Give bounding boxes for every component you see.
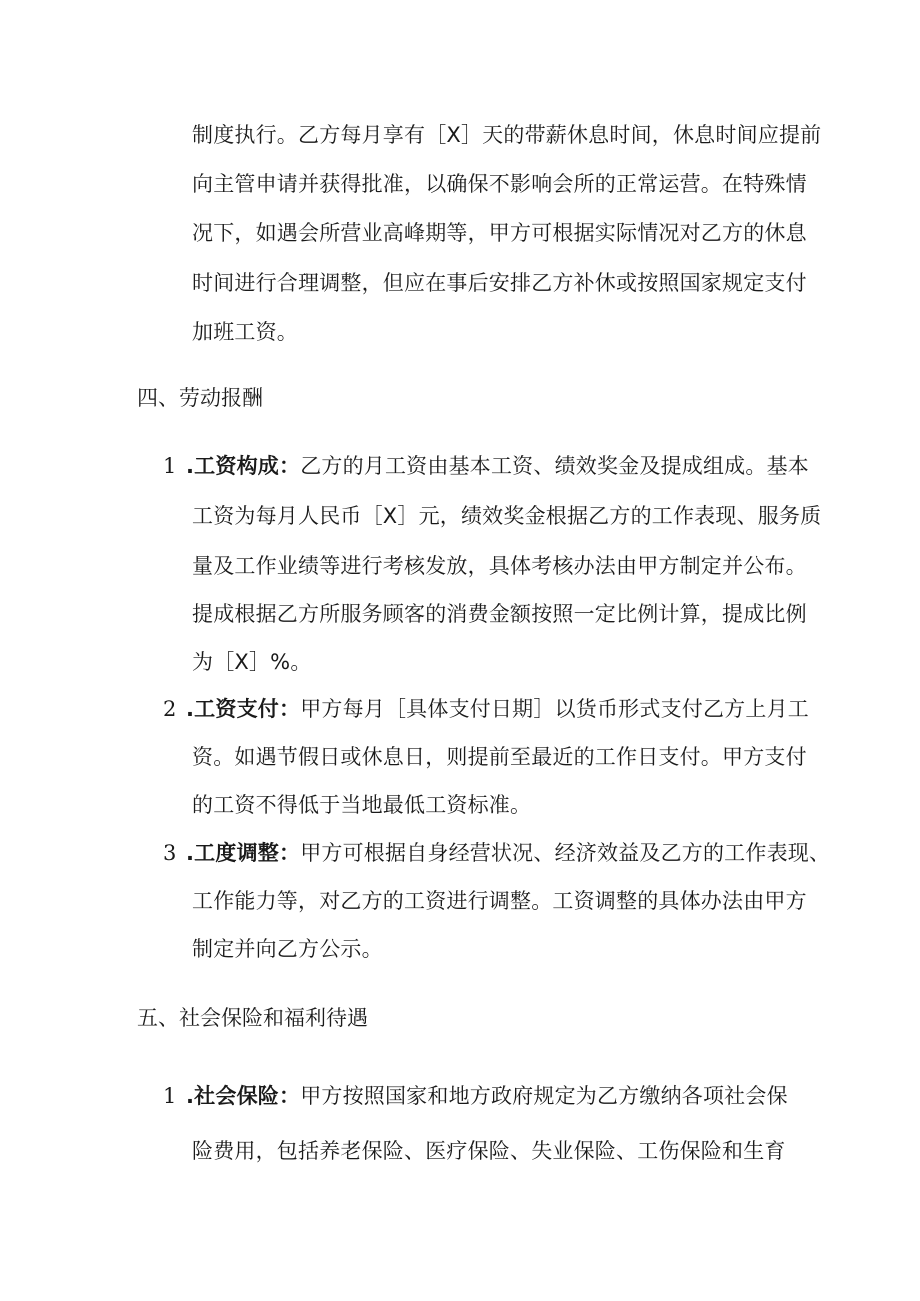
paragraph-line: 为［X］%。 bbox=[192, 650, 312, 674]
list-item-text: 甲方可根据自身经营状况、经济效益及乙方的工作表现、 bbox=[300, 841, 831, 865]
paragraph-line: 加班工资。 bbox=[192, 320, 298, 344]
paragraph-line: 工资为每月人民币［X］元，绩效奖金根据乙方的工作表现、服务质 bbox=[192, 504, 822, 528]
list-item-number: 2 bbox=[163, 697, 177, 721]
list-item-title: .工度调整： bbox=[186, 841, 301, 865]
paragraph-line: 时间进行合理调整，但应在事后安排乙方补休或按照国家规定支付 bbox=[192, 271, 807, 295]
list-item-title: .工资构成： bbox=[186, 454, 301, 478]
list-item-text: 甲方按照国家和地方政府规定为乙方缴纳各项社会保 bbox=[300, 1084, 788, 1108]
paragraph-line: 量及工作业绩等进行考核发放，具体考核办法由甲方制定并公布。 bbox=[192, 554, 807, 578]
list-item-first-line bbox=[186, 452, 809, 480]
paragraph-line: 的工资不得低于当地最低工资标准。 bbox=[192, 793, 532, 817]
list-item-text: 乙方的月工资由基本工资、绩效奖金及提成组成。基本 bbox=[300, 454, 809, 478]
list-item-number: 3 bbox=[163, 841, 177, 865]
section-heading-social-insurance: 五、社会保险和福利待遇 bbox=[137, 1006, 368, 1030]
list-item-first-line bbox=[186, 839, 830, 867]
list-item-number: 1 bbox=[163, 454, 177, 478]
list-item-title: .社会保险： bbox=[186, 1084, 301, 1108]
paragraph-line: 资。如遇节假日或休息日，则提前至最近的工作日支付。甲方支付 bbox=[192, 745, 807, 769]
paragraph-line: 况下，如遇会所营业高峰期等，甲方可根据实际情况对乙方的休息 bbox=[192, 221, 807, 245]
list-item-first-line bbox=[186, 1082, 788, 1110]
list-item-number: 1 bbox=[163, 1084, 177, 1108]
paragraph-line: 制定并向乙方公示。 bbox=[192, 937, 383, 961]
paragraph-line: 险费用，包括养老保险、医疗保险、失业保险、工伤保险和生育 bbox=[192, 1139, 786, 1163]
paragraph-line: 工作能力等，对乙方的工资进行调整。工资调整的具体办法由甲方 bbox=[192, 889, 807, 913]
list-item-title: .工资支付： bbox=[186, 697, 301, 721]
list-item-text: 甲方每月［具体支付日期］以货币形式支付乙方上月工 bbox=[300, 697, 809, 721]
paragraph-line: 提成根据乙方所服务顾客的消费金额按照一定比例计算，提成比例 bbox=[192, 602, 807, 626]
paragraph-line: 向主管申请并获得批准，以确保不影响会所的正常运营。在特殊情 bbox=[192, 172, 807, 196]
paragraph-line: 制度执行。乙方每月享有［X］天的带薪休息时间，休息时间应提前 bbox=[192, 123, 822, 147]
list-item-first-line bbox=[186, 695, 809, 723]
section-heading-labor-remuneration: 四、劳动报酬 bbox=[137, 386, 263, 410]
